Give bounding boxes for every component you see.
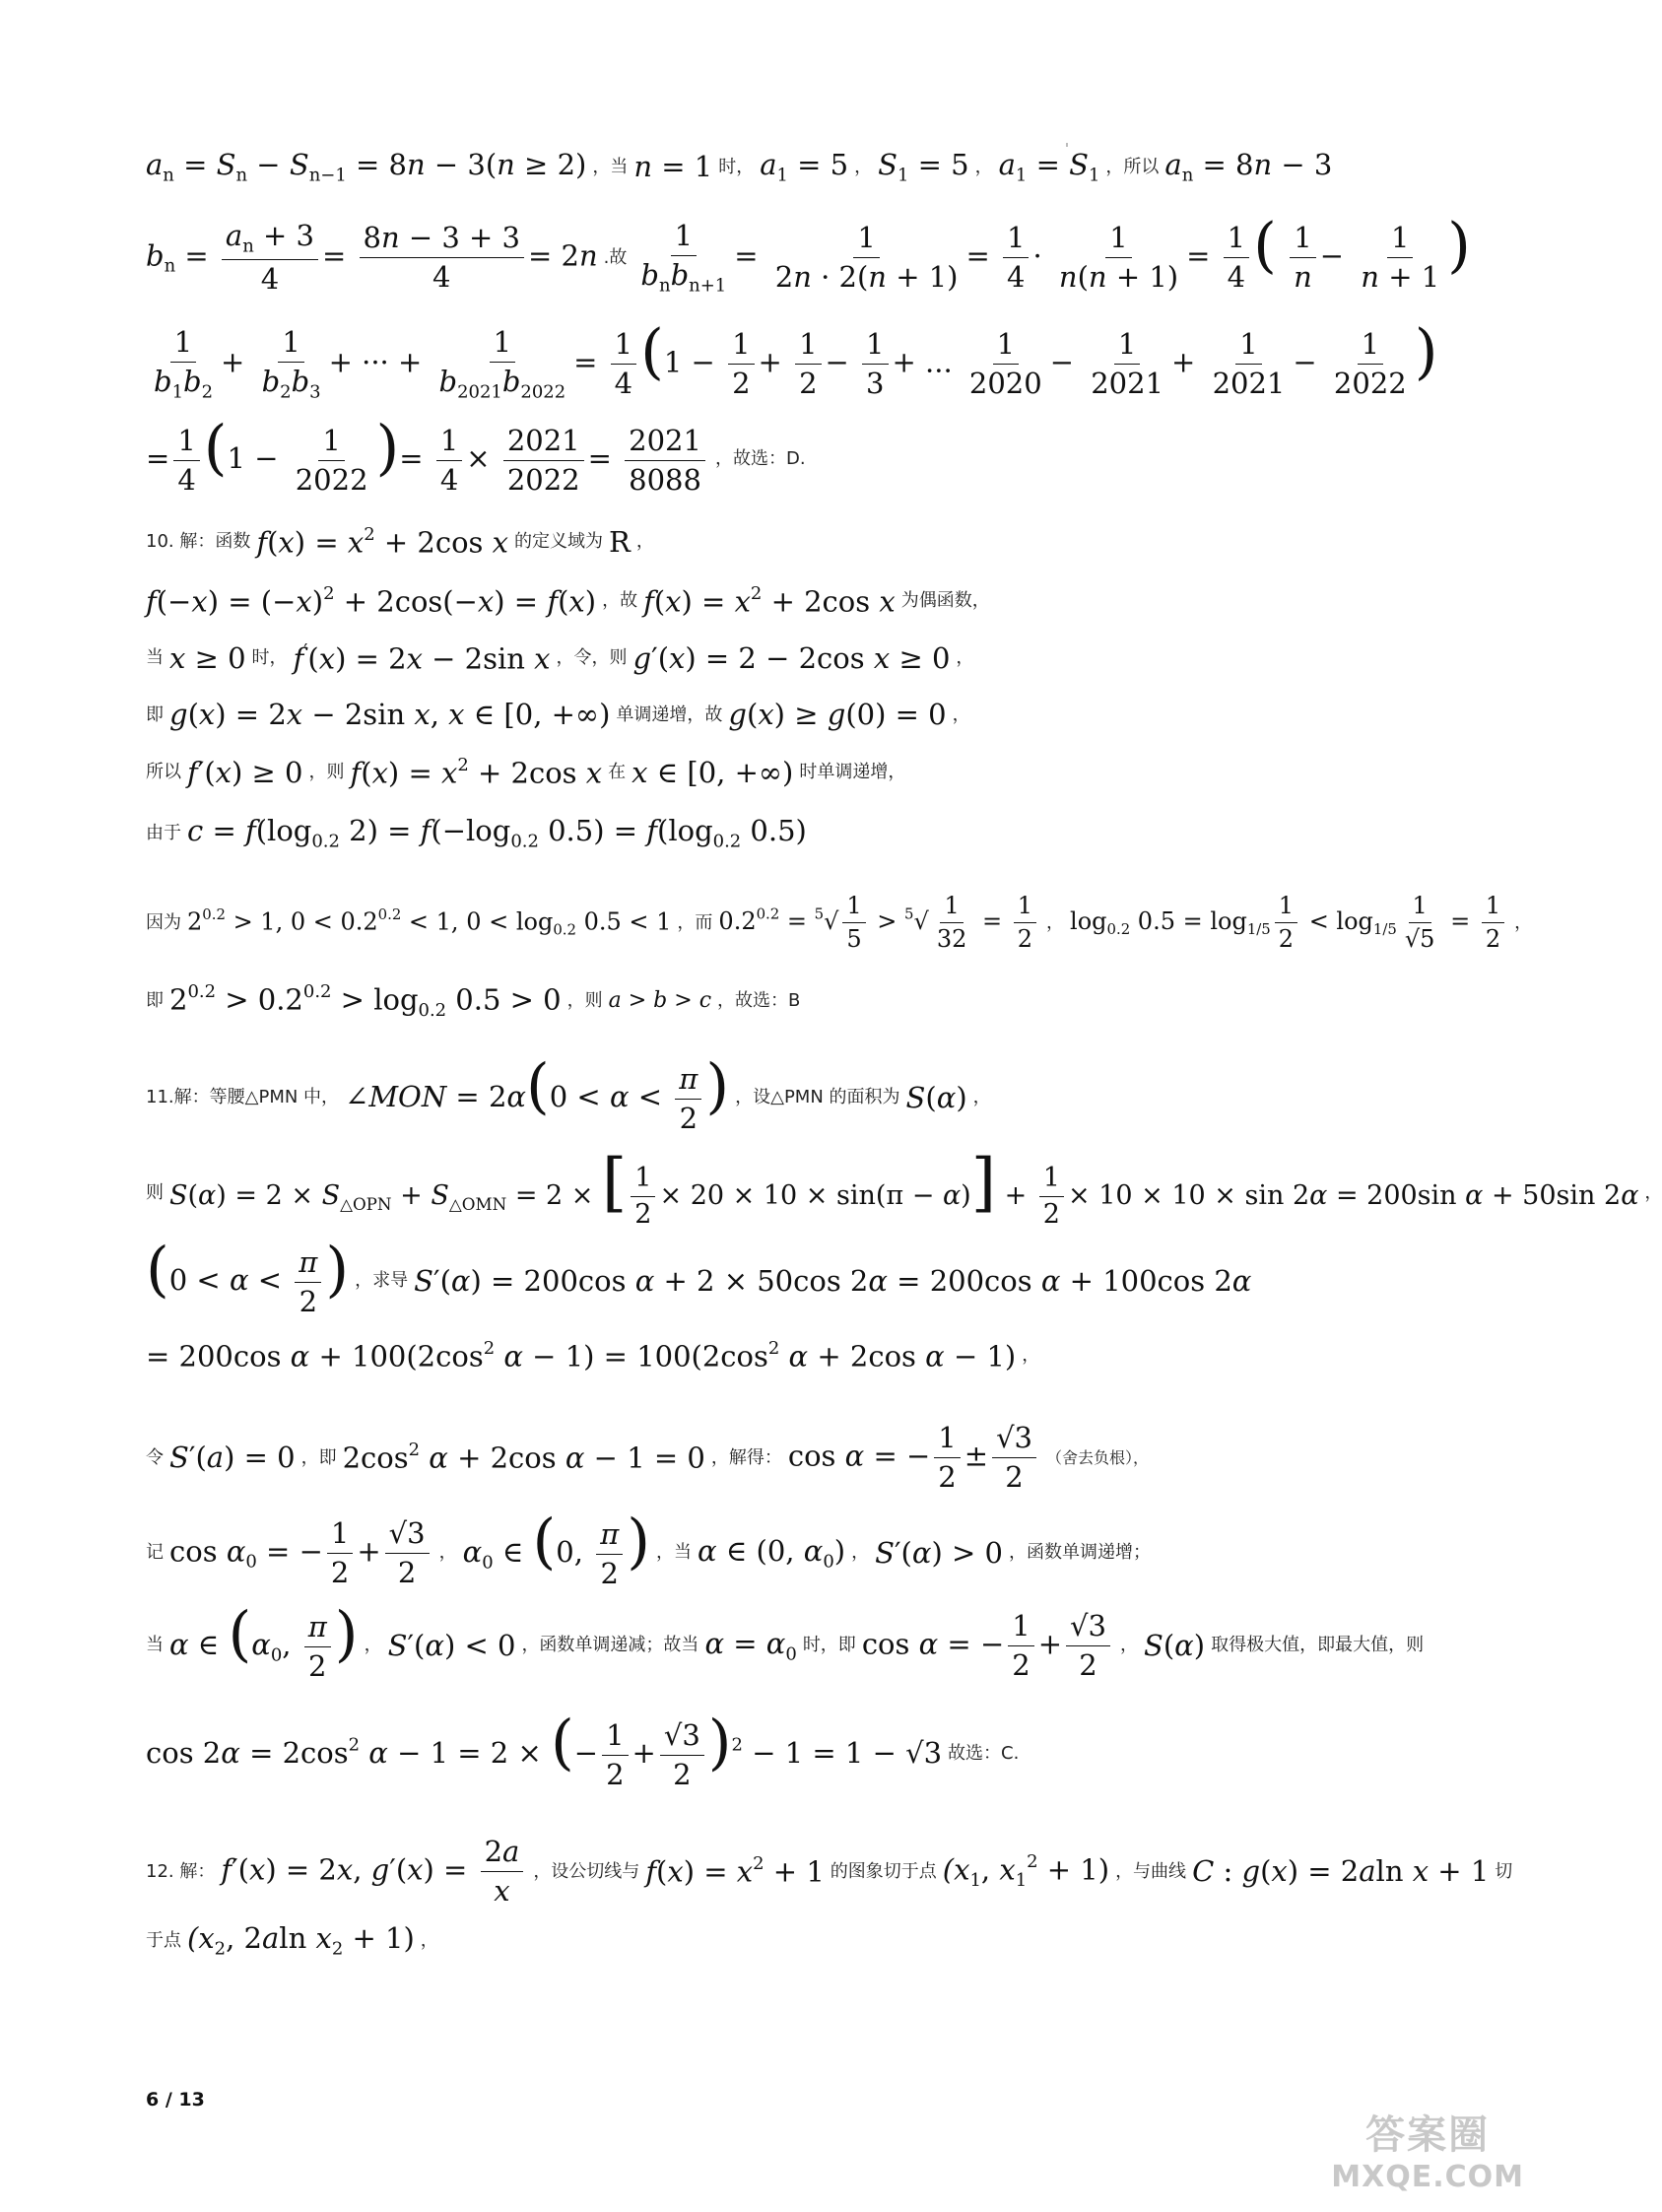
text-comma-10: ， [1022, 1345, 1040, 1367]
text-shi: 时， [718, 156, 755, 177]
text-dingyiyu: 的定义域为 [514, 531, 603, 553]
math-angle-mon: ∠MON = 2α(0 < α < $\frac{\pi}{2}$ ) [345, 1051, 730, 1135]
answer-d: ，故选：D. [714, 448, 806, 470]
math-an-result: $a_n = 8n - 3$ [1164, 148, 1333, 186]
text-ze-2: ，则 [566, 990, 603, 1012]
math-alpha0-range: $\alpha_0$ ∈ (0, $\frac{\pi}{2}$ ) [462, 1507, 651, 1590]
math-even-check: $f(-x) = (-x)^2 + 2\cos(-x) = f(x)$ [146, 583, 597, 619]
line-11-7 [146, 1599, 1425, 1683]
text-comma-7: ， [1514, 911, 1533, 933]
answer-c: 故选：C. [948, 1743, 1020, 1765]
line-10-8 [146, 981, 1418, 1021]
math-S-prime-neg: S′(α) < 0 [387, 1628, 516, 1662]
text-ji: 即 [146, 704, 164, 725]
math-gx-ge-g0: g(x) ≥ g(0) = 0 [728, 698, 947, 731]
math-roots: $0.2^{0.2} = ^5√$ $\frac{1}{5}$ > $^5$√ $\frac{1}{32}$ = $\frac{1}{2}$ [718, 892, 1040, 954]
text-comma-gu: ，故 [602, 590, 638, 612]
text-qiudao: ，求导 [355, 1270, 409, 1292]
line-11-2 [146, 1146, 1662, 1231]
text-suoyi-2: 所以 [146, 762, 181, 783]
math-x-interval: x ∈ [0, +∞) [632, 755, 794, 789]
line-10-2 [146, 583, 1418, 619]
math-bn-reciprocal: $\frac{1}{b_nb_{n+1}}$ = $\frac{1}{2n \cdot 2(n + 1)}$ = $\frac{1}{4}$ · $\frac{1}{n(n + 1)}$ = $\frac{1}{4}$ ( $\frac{1}{n}$ − $\frac{1}{n + 1}$ ) [640, 210, 1471, 297]
text-ze: ，则 [308, 762, 345, 783]
solution-10-heading: 10. 解：函数 [146, 531, 251, 553]
text-hanshu-dec: ，函数单调递减；故当 [521, 1635, 699, 1656]
text-she-area: ，设△PMN 的面积为 [735, 1087, 900, 1108]
text-yudian: 于点 [146, 1929, 181, 1951]
line-10-1 [146, 524, 1418, 560]
text-she-gongqie: ，设公切线与 [533, 1860, 640, 1882]
math-S-alpha: S(α) [905, 1080, 967, 1114]
solution-12-heading: 12. 解： [146, 1860, 216, 1882]
math-alpha-eq-alpha0: $\alpha = \alpha_0$ [704, 1626, 797, 1664]
line-11-5 [146, 1421, 1418, 1495]
line-11-8 [146, 1708, 1418, 1791]
text-dang-alpha: ，当 [656, 1542, 693, 1564]
text-comma-6: ， [1046, 911, 1065, 933]
line-10-4 [146, 698, 1418, 732]
text-shi-dandiao: 时单调递增， [799, 762, 906, 783]
math-fx-def: $f(x) = x^2 + 2\cos$ x [256, 524, 508, 560]
math-alpha-low: α ∈ (0, $\alpha_0$) [698, 1533, 846, 1572]
math-c-value: $c = f(\log_{0.2}$ $2) = f(-\log_{0.2}$ $0.5) = f(\log_{0.2}$ 0.5) [187, 814, 807, 852]
watermark-top: 答案圈 [1365, 2112, 1491, 2158]
math-S-prime-zero: S′(a) = 0 [169, 1440, 296, 1474]
math-quadratic: $2\cos^2$ α + 2cos α − 1 = 0 [342, 1440, 705, 1475]
math-sum-result: = $\frac{1}{4}$ (1 − $\frac{1}{2022}$ )= $\frac{1}{4}$ × $\frac{2021}{2022}$ = $\frac{2021}{8088}$ [146, 422, 709, 497]
math-x-ge-0: x ≥ 0 [169, 640, 246, 675]
math-cos-alpha-max: cos α = − $\frac{1}{2}$ + $\frac{√3}{2}$ [862, 1609, 1114, 1683]
text-comma-14: ， [1119, 1635, 1138, 1656]
text-shequ: （舍去负根）， [1046, 1447, 1150, 1467]
math-inequalities: $2^{0.2} > 1$, $0 < 0.2^{0.2} < 1$, $0 < \log_{0.2} 0.5 < 1$ [187, 905, 672, 939]
text-qie: 切 [1495, 1860, 1513, 1882]
text-dang: ，当 [592, 156, 629, 177]
math-derivative: S′(α) = 200cos α + 2 × 50cos 2α = 200cos α + 100cos 2α [414, 1263, 1252, 1298]
line-12-2 [146, 1921, 1418, 1960]
answer-b: ，故选：B [717, 990, 801, 1012]
math-f-g-prime: f′(x) = 2x, g′(x) = $\frac{2a}{x}$ [221, 1835, 527, 1909]
math-R: R [609, 524, 631, 559]
text-ze-3: 则 [146, 1181, 164, 1203]
text-jiede: ，解得： [710, 1446, 782, 1468]
text-ling-ze: ，令，则 [556, 647, 628, 669]
math-an-recurrence: $a_n = S_n - S_{n-1} = 8n - 3(n \ge 2)$ [146, 148, 587, 186]
line-10-3 [146, 640, 1418, 676]
math-bn-def: $b_n$ = $\frac{a_n + 3}{4}$ = $\frac{8n - 3 + 3}{4}$ = 2n [146, 219, 598, 296]
math-alpha-range: (0 < α < $\frac{\pi}{2}$ ) [146, 1235, 350, 1318]
text-comma-11: ， [438, 1542, 457, 1564]
text-qude: 取得极大值，即最大值，则 [1211, 1635, 1425, 1656]
text-comma-3: ， [635, 531, 654, 553]
math-cos-2alpha: $\cos 2\alpha = 2\cos^2$ α − 1 = 2 × (− $\frac{1}{2}$ + $\frac{√3}{2}$ )$^2$ − 1 = 1 − √3 [146, 1708, 943, 1791]
math-telescoping: $\frac{1}{b_1b_2}$ + $\frac{1}{b_2b_3}$ + ··· + $\frac{1}{b_{2021}b_{2022}}$ = $\frac{1}{4}$ (1 − $\frac{1}{2}$ + $\frac{1}{2}$ − $\frac{1}{3}$ + ... $\frac{1}{2020}$ − $\frac{1}{2021}$ + $\frac{1}{2021}$ − $\frac{1}{2022}$ ) [154, 316, 1438, 403]
math-a1-s1: $a_1 = S_1$ [998, 148, 1100, 186]
text-ji-2: 即 [146, 990, 164, 1012]
line-10-5 [146, 755, 1418, 790]
math-cos-solution: cos α = − $\frac{1}{2}$ ± $\frac{√3}{2}$ [788, 1421, 1040, 1495]
text-comma-13: ， [364, 1635, 382, 1656]
text-comma-1: ， [854, 156, 873, 177]
text-dandiao-gu: 单调递增，故 [616, 704, 723, 725]
text-comma-2: ， [974, 156, 993, 177]
text-yinwei: 因为 [146, 911, 181, 933]
math-S-prime-pos: S′(α) > 0 [875, 1535, 1003, 1570]
line-11-6 [146, 1507, 1418, 1590]
math-a1-5: $a_1 = 5$ [760, 148, 849, 186]
math-abc: a > b > c [608, 988, 712, 1014]
scan-speck [1066, 143, 1068, 147]
watermark-bottom: MXQE.COM [1331, 2160, 1524, 2194]
math-alpha-high: α ∈ ($\alpha_0$, $\frac{\pi}{2}$ ) [169, 1599, 359, 1683]
math-fprime-ge-0: f′(x) ≥ 0 [187, 755, 303, 789]
math-S-alpha-2: S(α) [1143, 1628, 1206, 1662]
math-gx-def: g(x) = 2x − 2sin x, x ∈ [0, +∞) [169, 698, 611, 731]
text-comma-8: ， [972, 1087, 991, 1108]
watermark-logo [1331, 2104, 1524, 2194]
math-fx-def-2: $f(x) = x^2 + 2\cos$ x [643, 583, 896, 619]
line-10-6 [146, 814, 1418, 852]
text-ling: 令 [146, 1446, 164, 1468]
text-shi-ji: 时，即 [802, 1635, 856, 1656]
line-sum-result [146, 413, 1418, 497]
text-yuquxian: ，与曲线 [1115, 1860, 1187, 1882]
math-ordering: $2^{0.2} > 0.2^{0.2} > \log_{0.2} 0.5 > 0$ [169, 981, 562, 1021]
math-s1-5: $S_1 = 5$ [878, 148, 969, 186]
text-dang-2: 当 [146, 1635, 164, 1656]
page-number: 6 / 13 [146, 2089, 205, 2111]
text-comma-5: ， [952, 704, 970, 725]
math-log-compare: $\log_{0.2} 0.5 = \log_{1/5}$ $\frac{1}{2}$ < $\log_{1/5}$ $\frac{1}{√5}$ = $\frac{1}{2}$ [1070, 892, 1508, 954]
line-telescoping-sum [146, 316, 1438, 403]
text-ji-mark: 记 [146, 1542, 164, 1564]
text-comma-9: ， [1644, 1181, 1662, 1203]
math-fprime: f′(x) = 2x − 2sin x [293, 640, 551, 676]
math-n-eq-1: n = 1 [633, 150, 713, 184]
math-derivative-expanded: = 200cos $\alpha + 100(2\cos^2$ $\alpha - 1) = 100(2\cos^2$ α + 2cos α − 1) [146, 1338, 1017, 1374]
text-gu: .故 [603, 246, 628, 268]
text-shi-2: 时， [251, 647, 288, 669]
math-cos-alpha0: $\cos \alpha_0$ = − $\frac{1}{2}$ + $\frac{√3}{2}$ [169, 1516, 433, 1590]
text-youyu: 由于 [146, 822, 181, 843]
text-even-function: 为偶函数， [900, 590, 990, 612]
math-point-x2: ($x_2$, 2aln $x_2 + 1$) [187, 1921, 415, 1960]
text-zai: 在 [608, 762, 627, 783]
text-hanshu-inc: ，函数单调递增； [1008, 1542, 1151, 1564]
math-area-formula: $S(\alpha) = 2 \times S_{\triangle OPN} + S_{\triangle OMN} = 2$ × [ $\frac{1}{2}$ × 20 × 10 × sin(π − α)] + $\frac{1}{2}$ × 10 × 10 × sin 2α = 200sin α + 50sin 2α [169, 1146, 1639, 1230]
math-gprime: g′(x) = 2 − 2cos x ≥ 0 [632, 640, 951, 675]
text-comma-12: ， [851, 1542, 870, 1564]
solution-11-heading: 11.解：等腰△PMN 中， [146, 1087, 340, 1108]
math-fx-def-3: $f(x) = x^2 + 2\cos$ x [350, 755, 603, 790]
math-curve-C: C : g(x) = 2aln x + 1 [1192, 1853, 1490, 1888]
math-fx-sq-plus-1: $f(x) = x^2 + 1$ [645, 1853, 825, 1889]
math-point-x1: ($x_1$, $x_1^2 + 1$) [942, 1851, 1110, 1891]
line-11-1 [146, 1051, 1418, 1135]
text-tuxiang: 的图象切于点 [830, 1860, 937, 1882]
text-comma-4: ， [956, 647, 974, 669]
line-11-4 [146, 1338, 1418, 1374]
line-an-formula [146, 148, 1418, 186]
line-10-7 [146, 892, 1533, 954]
text-ji-3: ，即 [300, 1446, 337, 1468]
text-suoyi: ，所以 [1105, 156, 1160, 177]
text-dang-x: 当 [146, 647, 164, 669]
text-er: ，而 [677, 911, 713, 933]
line-12-1 [146, 1835, 1513, 1909]
line-11-3 [146, 1235, 1418, 1318]
text-comma-15: ， [420, 1929, 438, 1951]
line-bn-formula [146, 210, 1471, 297]
